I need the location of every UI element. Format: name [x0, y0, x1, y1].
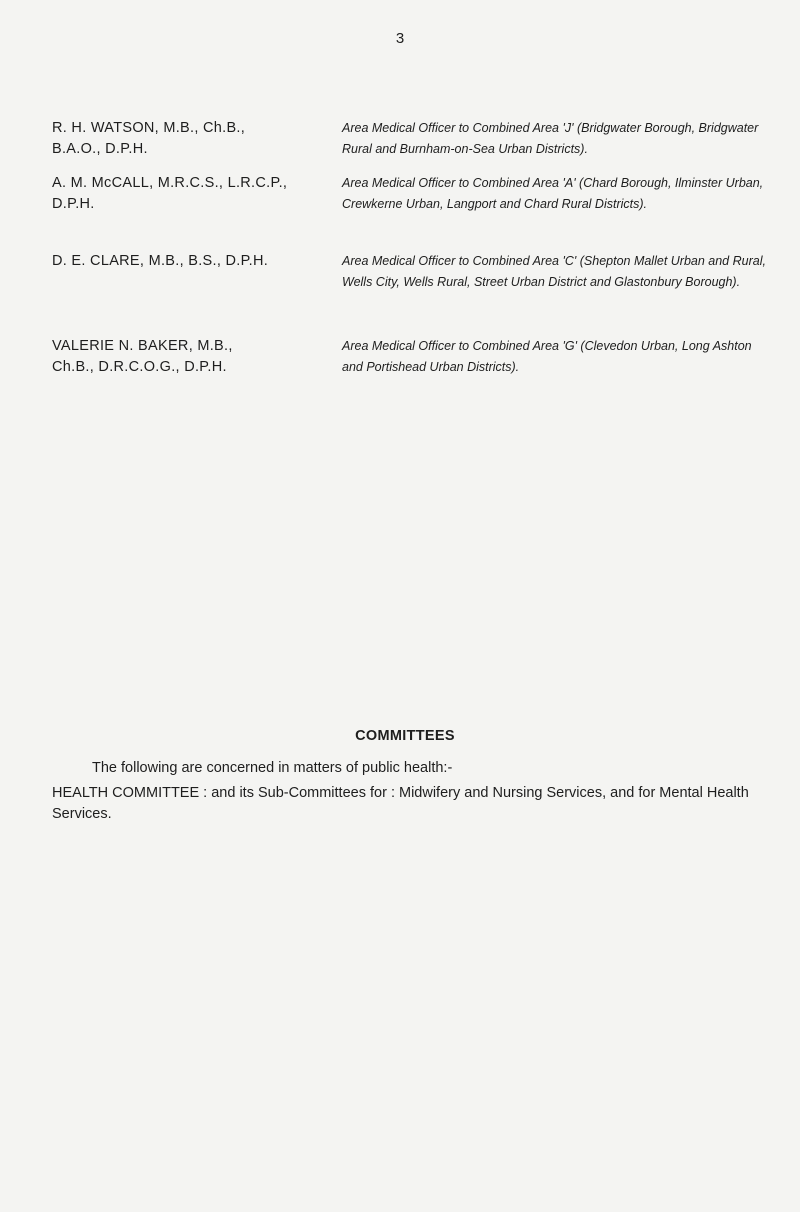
committees-intro: The following are concerned in matters of public health:- — [92, 760, 453, 776]
officer-role: Area Medical Officer to Combined Area 'A' (Chard Borough, Ilminster Urban, Crewkerne Urban, Langport and Chard Rural Districts). — [342, 176, 764, 211]
officer-name: R. H. WATSON, M.B., Ch.B., B.A.O., D.P.H. — [52, 120, 246, 157]
page-number: 3 — [395, 30, 405, 47]
officer-name: A. M. McCALL, M.R.C.S., L.R.C.P., D.P.H. — [52, 175, 288, 212]
officer-role: Area Medical Officer to Combined Area 'J' (Bridgwater Borough, Bridgwater Rural and Burnham-on-Sea Urban Districts). — [342, 121, 759, 156]
officer-role: Area Medical Officer to Combined Area 'C' (Shepton Mallet Urban and Rural, Wells City, Wells Rural, Street Urban District and Glastonbury Borough). — [342, 254, 766, 289]
committees-section — [0, 728, 800, 825]
committees-heading: COMMITTEES — [355, 728, 455, 744]
officer-name: D. E. CLARE, M.B., B.S., D.P.H. — [52, 253, 269, 269]
committees-body: HEALTH COMMITTEE : and its Sub-Committees for : Midwifery and Nursing Services, and for Mental Health Services. — [52, 785, 749, 822]
officer-name: VALERIE N. BAKER, M.B., Ch.B., D.R.C.O.G., D.P.H. — [52, 338, 233, 375]
officer-role: Area Medical Officer to Combined Area 'G' (Clevedon Urban, Long Ashton and Portishead Urban Districts). — [342, 339, 752, 374]
